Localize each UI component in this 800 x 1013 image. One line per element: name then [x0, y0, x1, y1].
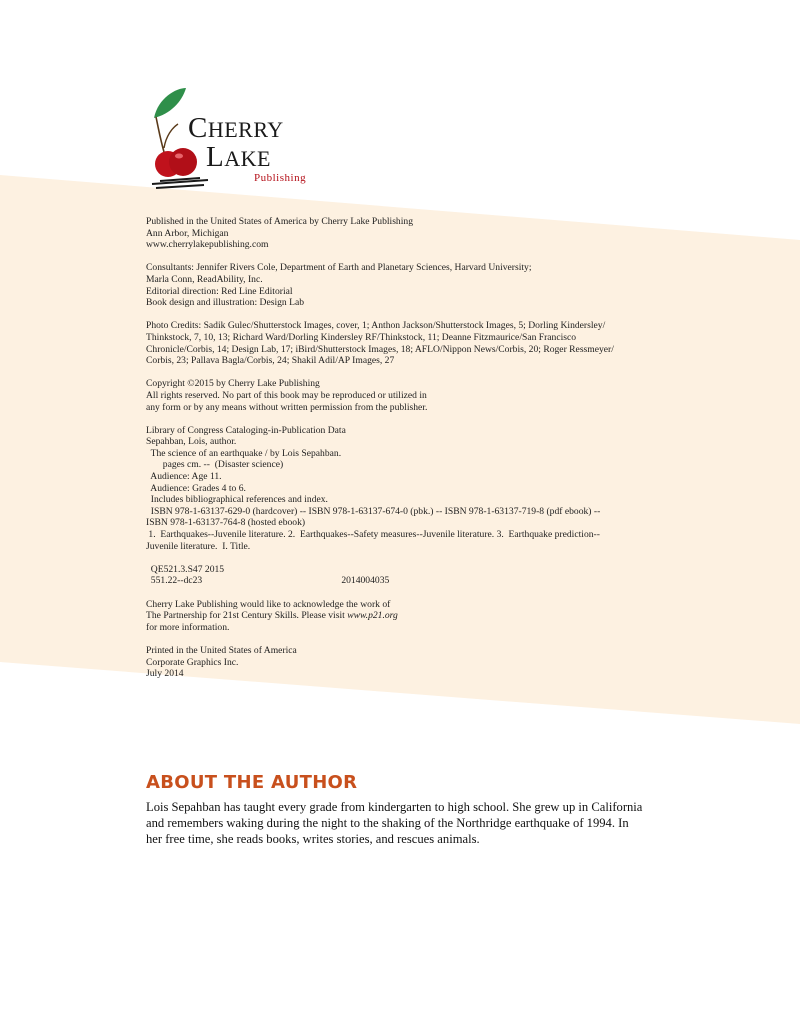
call-numbers — [146, 564, 666, 587]
about-heading: ABOUT THE AUTHOR — [146, 772, 358, 793]
text-line: Sepahban, Lois, author. — [146, 436, 237, 448]
text-line: Thinkstock, 7, 10, 13; Richard Ward/Dorling Kindersley RF/Thinkstock, 11; Deanne Fitzmaurice/San Francisco — [146, 331, 577, 343]
text-fragment: The Partnership for 21st Century Skills. Please visit — [146, 610, 348, 622]
printing-info — [146, 645, 666, 680]
text-line: Corporate Graphics Inc. — [146, 656, 239, 668]
copyright-notice — [146, 378, 666, 413]
p21-link[interactable]: www.p21.org — [347, 610, 398, 622]
text-line: The science of an earthquake / by Lois Sepahban. — [146, 447, 342, 459]
text-line: www.cherrylakepublishing.com — [146, 239, 269, 251]
text-line: Marla Conn, ReadAbility, Inc. — [146, 273, 263, 285]
text-line: All rights reserved. No part of this book may be reproduced or utilized in — [146, 389, 427, 401]
publisher-logo — [148, 86, 318, 190]
text-line: any form or by any means without written permission from the publisher. — [146, 401, 428, 413]
text-line: Cherry Lake Publishing would like to acknowledge the work of — [146, 598, 391, 610]
text-line: Chronicle/Corbis, 14; Design Lab, 17; iBird/Shutterstock Images, 18; AFLO/Nippon News/Corbis, 20; Roger Ressmeyer/ — [146, 343, 614, 355]
text-line: 1. Earthquakes--Juvenile literature. 2. Earthquakes--Safety measures--Juvenile literature. 3. Earthquake prediction-- — [146, 529, 600, 541]
text-line: QE521.3.S47 2015 — [146, 563, 225, 575]
copyright-page-text — [146, 216, 666, 691]
text-line: Library of Congress Cataloging-in-Publication Data — [146, 424, 346, 436]
logo-word-cherry: CHERRY — [188, 112, 284, 144]
photo-credits — [146, 320, 666, 366]
text-line: Juvenile literature. I. Title. — [146, 540, 251, 552]
text-line: pages cm. -- (Disaster science) — [146, 459, 284, 471]
acknowledgement — [146, 599, 666, 634]
about-body: Lois Sepahban has taught every grade from kindergarten to high school. She grew up in California and remembers waking during the night to the shaking of the Northridge earthquake of 1994. In her free time, she reads books, writes stories, and rescues animals. — [146, 800, 643, 846]
text-line — [146, 610, 666, 622]
about-the-author — [146, 772, 666, 847]
text-line: Copyright ©2015 by Cherry Lake Publishing — [146, 378, 320, 390]
text-line: Published in the United States of America by Cherry Lake Publishing — [146, 216, 413, 227]
logo-word-lake: LAKE — [206, 141, 271, 173]
consultants-info — [146, 262, 666, 308]
text-line: Consultants: Jennifer Rivers Cole, Department of Earth and Planetary Sciences, Harvard University; — [146, 262, 532, 274]
logo-word-publishing: Publishing — [254, 172, 307, 184]
text-line: Audience: Grades 4 to 6. — [146, 482, 246, 494]
text-line: Book design and illustration: Design Lab — [146, 297, 305, 309]
text-line: Editorial direction: Red Line Editorial — [146, 285, 293, 297]
text-line: ISBN 978-1-63137-629-0 (hardcover) -- ISBN 978-1-63137-674-0 (pbk.) -- ISBN 978-1-63137-719-8 (pdf ebook) -- — [146, 505, 601, 517]
text-line: Includes bibliographical references and index. — [146, 494, 328, 506]
text-line: 551.22--dc23 2014004035 — [146, 575, 390, 587]
text-line: Audience: Age 11. — [146, 471, 222, 483]
publisher-info — [146, 216, 666, 251]
cataloging-data — [146, 425, 666, 553]
text-line: Photo Credits: Sadik Gulec/Shutterstock Images, cover, 1; Anthon Jackson/Shutterstock Images, 5; Dorling Kindersley/ — [146, 320, 606, 332]
text-line: July 2014 — [146, 668, 184, 680]
text-line: Corbis, 23; Pallava Bagla/Corbis, 24; Shakil Adil/AP Images, 27 — [146, 355, 395, 367]
text-line: Printed in the United States of America — [146, 644, 297, 656]
text-line: ISBN 978-1-63137-764-8 (hosted ebook) — [146, 517, 306, 529]
text-line: for more information. — [146, 621, 230, 633]
text-line: Ann Arbor, Michigan — [146, 227, 229, 239]
